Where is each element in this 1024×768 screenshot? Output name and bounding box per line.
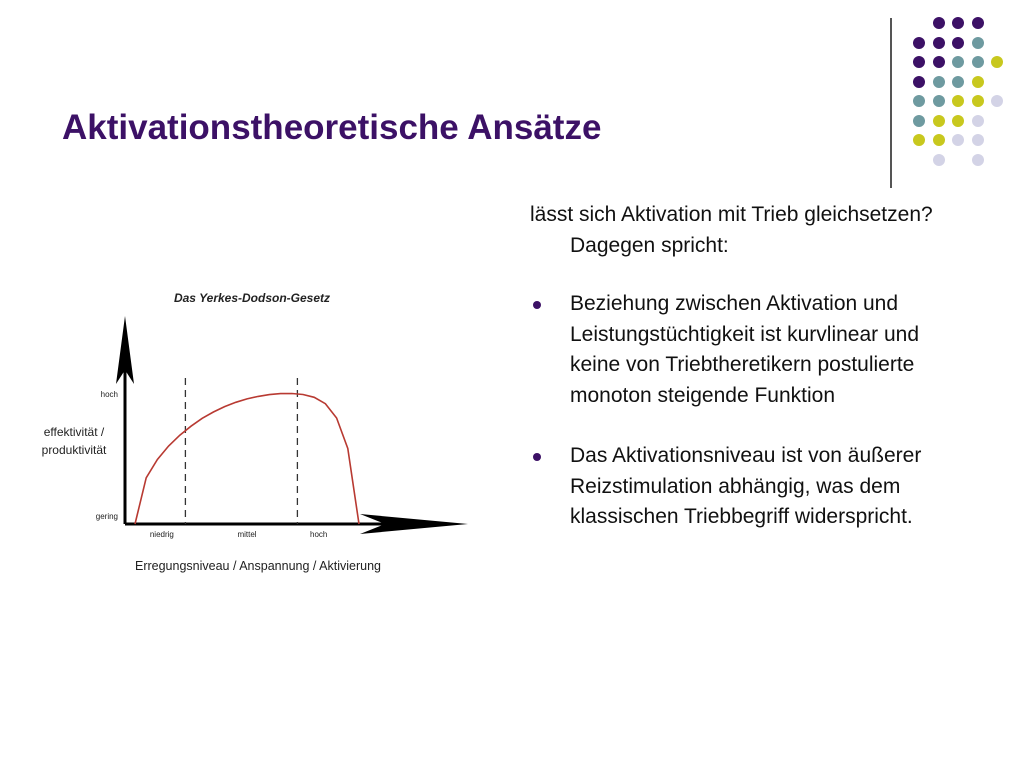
decorative-dot — [952, 17, 964, 29]
chart-curve — [135, 394, 359, 525]
decorative-dot — [913, 56, 925, 68]
decorative-dot — [933, 154, 945, 166]
decorative-dot — [972, 115, 984, 127]
decorative-dot — [972, 76, 984, 88]
slide-title: Aktivationstheoretische Ansätze — [62, 108, 602, 147]
y-tick-label: hoch — [100, 390, 118, 399]
decorative-dot — [952, 115, 964, 127]
x-tick-label: mittel — [237, 530, 257, 539]
decorative-dot — [933, 115, 945, 127]
decorative-dot — [952, 37, 964, 49]
decorative-dot — [991, 95, 1003, 107]
chart-y-label-line-1: effektivität / — [43, 425, 105, 439]
decorative-dot — [991, 56, 1003, 68]
text-column — [530, 200, 970, 563]
chart-y-label-line-2: produktivität — [41, 443, 107, 457]
bullet-icon — [533, 301, 541, 309]
chart-title: Das Yerkes-Dodson-Gesetz — [173, 291, 331, 305]
decorative-dot — [933, 17, 945, 29]
decorative-dot — [913, 115, 925, 127]
bullet-text: Das Aktivationsniveau ist von äußerer Reizstimulation abhängig, was dem klassischen Triebbegriff widerspricht. — [570, 444, 922, 528]
decorative-dot — [913, 37, 925, 49]
decorative-dot — [913, 134, 925, 146]
decorative-dot — [972, 37, 984, 49]
bullet-item — [530, 289, 970, 411]
decorative-dot — [972, 17, 984, 29]
decorative-dot — [933, 37, 945, 49]
decorative-dot — [952, 134, 964, 146]
x-tick-label: niedrig — [149, 530, 174, 539]
header-divider — [890, 18, 892, 188]
decorative-dot — [933, 95, 945, 107]
decorative-dot — [972, 56, 984, 68]
bullet-item — [530, 441, 970, 533]
decorative-dot — [972, 134, 984, 146]
decorative-dot — [933, 56, 945, 68]
intro-text: lässt sich Aktivation mit Trieb gleichsetzen? Dagegen spricht: — [530, 203, 933, 257]
decorative-dot — [952, 56, 964, 68]
decorative-dot — [933, 134, 945, 146]
bullet-list — [530, 289, 970, 533]
chart-x-label: Erregungsniveau / Anspannung / Aktivierung — [134, 559, 382, 573]
bullet-text: Beziehung zwischen Aktivation und Leistungstüchtigkeit ist kurvlinear und keine von Triebtheretikern postulierte monoton steigende Funktion — [570, 292, 920, 407]
y-tick-label: gering — [95, 512, 118, 521]
decorative-dot — [972, 154, 984, 166]
decorative-dot — [952, 76, 964, 88]
decorative-dot — [913, 76, 925, 88]
decorative-dot — [952, 95, 964, 107]
decorative-dot — [913, 95, 925, 107]
bullet-icon — [533, 453, 541, 461]
x-tick-label: hoch — [310, 530, 328, 539]
yerkes-dodson-chart — [0, 0, 500, 600]
chart-axes — [116, 316, 468, 534]
decorative-dot — [972, 95, 984, 107]
decorative-dot — [933, 76, 945, 88]
